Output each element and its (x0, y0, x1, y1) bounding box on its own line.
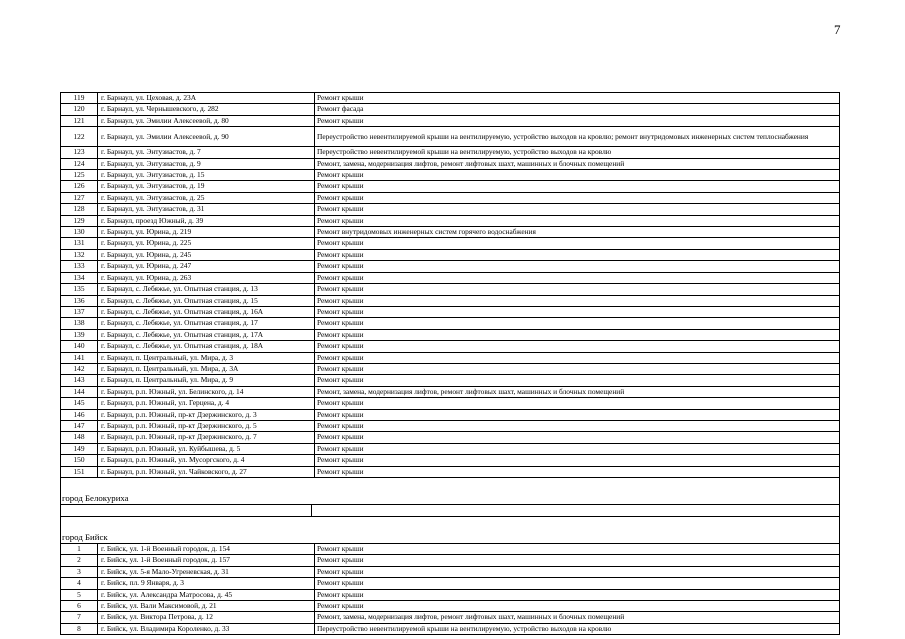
row-address: г. Барнаул, с. Лебяжье, ул. Опытная станция, д. 13 (98, 284, 315, 294)
table-row (61, 364, 839, 375)
row-number: 126 (61, 181, 98, 191)
table-row (61, 181, 839, 192)
table-row (61, 624, 839, 635)
row-work-type: Ремонт крыши (317, 306, 364, 316)
table-row (61, 104, 839, 115)
row-address: г. Бийск, ул. Виктора Петрова, д. 12 (98, 612, 315, 622)
row-work-type: Ремонт крыши (317, 420, 364, 430)
table-row (61, 432, 839, 443)
row-address: г. Бийск, пл. 9 Января, д. 3 (98, 578, 315, 588)
table-row (61, 444, 839, 455)
table-row (61, 590, 839, 601)
row-address: г. Барнаул, р.п. Южный, пр-кт Дзержинского, д. 7 (98, 432, 315, 442)
row-number: 151 (61, 467, 98, 477)
row-address: г. Барнаул, п. Центральный, ул. Мира, д. 3 (98, 353, 315, 363)
row-number: 138 (61, 318, 98, 328)
row-number: 125 (61, 170, 98, 180)
table-row (61, 216, 839, 227)
repair-table (60, 92, 840, 635)
row-work-type: Ремонт крыши (317, 204, 364, 214)
row-number: 121 (61, 116, 98, 126)
row-address: г. Барнаул, п. Центральный, ул. Мира, д. 9 (98, 375, 315, 385)
row-number: 122 (61, 127, 98, 146)
table-row (61, 341, 839, 352)
row-address: г. Барнаул, ул. Энтузиастов, д. 7 (98, 147, 315, 157)
table-row (61, 544, 839, 555)
row-number: 5 (61, 590, 98, 600)
row-number: 6 (61, 601, 98, 611)
table-row (61, 204, 839, 215)
row-number: 8 (61, 624, 98, 634)
row-address: г. Барнаул, с. Лебяжье, ул. Опытная станция, д. 18А (98, 341, 315, 351)
table-row (61, 159, 839, 170)
table-row (61, 147, 839, 158)
row-address: г. Барнаул, с. Лебяжье, ул. Опытная станция, д. 15 (98, 296, 315, 306)
row-number: 119 (61, 93, 98, 103)
row-address: г. Барнаул, р.п. Южный, ул. Мусоргского, д. 4 (98, 455, 315, 465)
table-row (61, 555, 839, 566)
row-number: 124 (61, 159, 98, 169)
table-row (61, 330, 839, 341)
table-row (61, 296, 839, 307)
row-address: г. Бийск, ул. Вали Максимовой, д. 21 (98, 601, 315, 611)
row-number: 150 (61, 455, 98, 465)
row-number: 123 (61, 147, 98, 157)
row-address: г. Бийск, ул. Александра Матросова, д. 45 (98, 590, 315, 600)
table-row (61, 284, 839, 295)
row-number: 127 (61, 193, 98, 203)
table-row (61, 467, 839, 478)
row-address: г. Барнаул, ул. Юрина, д. 219 (98, 227, 315, 237)
row-work-type: Ремонт крыши (317, 215, 364, 225)
row-work-type: Ремонт крыши (317, 352, 364, 362)
row-work-type: Ремонт крыши (317, 329, 364, 339)
table-row (61, 238, 839, 249)
row-work-type: Ремонт крыши (317, 566, 364, 576)
row-address: г. Барнаул, р.п. Южный, ул. Куйбышева, д. 5 (98, 444, 315, 454)
row-work-type: Ремонт крыши (317, 375, 364, 385)
row-work-type: Ремонт крыши (317, 443, 364, 453)
section-gap (60, 478, 840, 492)
row-number: 147 (61, 421, 98, 431)
table-row (61, 227, 839, 238)
table-row (61, 170, 839, 181)
row-work-type: Ремонт крыши (317, 272, 364, 282)
row-address: г. Барнаул, ул. Юрина, д. 245 (98, 250, 315, 260)
row-work-type: Переустройство невентилируемой крыши на вентилируемую, устройство выходов на кровлю; ремонт внутридомовых инженерных систем теплоснабжения (317, 132, 809, 142)
row-number: 130 (61, 227, 98, 237)
table-row (61, 578, 839, 589)
barnaul-table (60, 92, 840, 478)
row-work-type: Ремонт, замена, модернизация лифтов, ремонт лифтовых шахт, машинных и блочных помещений (317, 386, 625, 396)
row-address: г. Барнаул, р.п. Южный, ул. Чайковского, д. 27 (98, 467, 315, 477)
row-work-type: Ремонт фасада (317, 104, 364, 114)
table-row (61, 318, 839, 329)
row-number: 148 (61, 432, 98, 442)
row-address: г. Барнаул, проезд Южный, д. 39 (98, 216, 315, 226)
row-work-type: Переустройство невентилируемой крыши на вентилируемую, устройство выходов на кровлю (317, 623, 612, 633)
page-number: 7 (834, 22, 841, 37)
row-number: 144 (61, 387, 98, 397)
row-work-type: Ремонт крыши (317, 249, 364, 259)
row-address: г. Барнаул, с. Лебяжье, ул. Опытная станция, д. 16А (98, 307, 315, 317)
row-work-type: Ремонт крыши (317, 455, 364, 465)
row-work-type: Ремонт крыши (317, 261, 364, 271)
table-row (61, 261, 839, 272)
row-address: г. Барнаул, ул. Энтузиастов, д. 31 (98, 204, 315, 214)
row-number: 140 (61, 341, 98, 351)
row-number: 137 (61, 307, 98, 317)
row-address: г. Барнаул, п. Центральный, ул. Мира, д. 3А (98, 364, 315, 374)
row-work-type: Ремонт крыши (317, 318, 364, 328)
row-number: 4 (61, 578, 98, 588)
row-address: г. Барнаул, с. Лебяжье, ул. Опытная станция, д. 17 (98, 318, 315, 328)
row-work-type: Ремонт, замена, модернизация лифтов, ремонт лифтовых шахт, машинных и блочных помещений (317, 612, 625, 622)
row-number: 129 (61, 216, 98, 226)
table-row (61, 307, 839, 318)
row-work-type: Ремонт крыши (317, 601, 364, 611)
row-work-type: Ремонт крыши (317, 341, 364, 351)
row-work-type: Ремонт крыши (317, 170, 364, 180)
row-work-type: Ремонт крыши (317, 192, 364, 202)
city-heading-belokurikha: город Белокуриха (60, 492, 840, 505)
row-number: 132 (61, 250, 98, 260)
row-address: г. Бийск, ул. 5-я Мало-Угреневская, д. 31 (98, 567, 315, 577)
row-number: 1 (61, 544, 98, 554)
row-address: г. Барнаул, ул. Юрина, д. 247 (98, 261, 315, 271)
row-address: г. Бийск, ул. Владимира Короленко, д. 33 (98, 624, 315, 634)
row-address: г. Барнаул, ул. Энтузиастов, д. 15 (98, 170, 315, 180)
table-row (61, 398, 839, 409)
table-row (61, 116, 839, 127)
row-number: 141 (61, 353, 98, 363)
biysk-table (60, 544, 840, 635)
row-number: 7 (61, 612, 98, 622)
row-address: г. Барнаул, ул. Эмилии Алексеевой, д. 80 (98, 116, 315, 126)
row-address: г. Барнаул, ул. Энтузиастов, д. 9 (98, 159, 315, 169)
row-address: г. Барнаул, ул. Чернышевского, д. 282 (98, 104, 315, 114)
table-row (61, 601, 839, 612)
row-address: г. Барнаул, р.п. Южный, пр-кт Дзержинского, д. 5 (98, 421, 315, 431)
row-number: 128 (61, 204, 98, 214)
row-work-type: Ремонт крыши (317, 432, 364, 442)
row-address: г. Бийск, ул. 1-й Военный городок, д. 154 (98, 544, 315, 554)
row-number: 120 (61, 104, 98, 114)
table-row (61, 193, 839, 204)
row-number: 3 (61, 567, 98, 577)
row-number: 135 (61, 284, 98, 294)
row-address: г. Барнаул, ул. Цеховая, д. 23А (98, 93, 315, 103)
row-work-type: Ремонт крыши (317, 181, 364, 191)
row-number: 149 (61, 444, 98, 454)
row-address: г. Барнаул, ул. Юрина, д. 225 (98, 238, 315, 248)
row-work-type: Ремонт, замена, модернизация лифтов, ремонт лифтовых шахт, машинных и блочных помещений (317, 158, 625, 168)
city-heading-biysk: город Бийск (60, 531, 840, 544)
row-address: г. Барнаул, с. Лебяжье, ул. Опытная станция, д. 17А (98, 330, 315, 340)
row-number: 2 (61, 555, 98, 565)
row-work-type: Ремонт внутридомовых инженерных систем горячего водоснабжения (317, 227, 536, 237)
row-address: г. Барнаул, р.п. Южный, пр-кт Дзержинского, д. 3 (98, 410, 315, 420)
row-number: 145 (61, 398, 98, 408)
row-number: 143 (61, 375, 98, 385)
table-row (61, 567, 839, 578)
row-work-type: Ремонт крыши (317, 409, 364, 419)
table-row (61, 612, 839, 623)
row-work-type: Ремонт крыши (317, 555, 364, 565)
row-work-type: Переустройство невентилируемой крыши на вентилируемую, устройство выходов на кровлю (317, 147, 612, 157)
table-row (61, 93, 839, 104)
table-row (61, 375, 839, 386)
row-work-type: Ремонт крыши (317, 466, 364, 476)
row-work-type: Ремонт крыши (317, 284, 364, 294)
empty-row (60, 505, 840, 517)
row-work-type: Ремонт крыши (317, 544, 364, 553)
row-address: г. Бийск, ул. 1-й Военный городок, д. 157 (98, 555, 315, 565)
row-work-type: Ремонт крыши (317, 398, 364, 408)
row-number: 136 (61, 296, 98, 306)
row-address: г. Барнаул, ул. Энтузиастов, д. 19 (98, 181, 315, 191)
row-number: 142 (61, 364, 98, 374)
row-number: 133 (61, 261, 98, 271)
table-row (61, 387, 839, 398)
table-row (61, 273, 839, 284)
table-row (61, 250, 839, 261)
row-address: г. Барнаул, ул. Юрина, д. 263 (98, 273, 315, 283)
row-work-type: Ремонт крыши (317, 363, 364, 373)
row-number: 139 (61, 330, 98, 340)
row-work-type: Ремонт крыши (317, 238, 364, 248)
row-number: 146 (61, 410, 98, 420)
row-address: г. Барнаул, ул. Энтузиастов, д. 25 (98, 193, 315, 203)
row-work-type: Ремонт крыши (317, 589, 364, 599)
row-number: 131 (61, 238, 98, 248)
table-row (61, 353, 839, 364)
row-number: 134 (61, 273, 98, 283)
table-row (61, 410, 839, 421)
row-work-type: Ремонт крыши (317, 578, 364, 588)
row-work-type: Ремонт крыши (317, 93, 364, 102)
row-address: г. Барнаул, ул. Эмилии Алексеевой, д. 90 (98, 127, 315, 146)
table-row (61, 421, 839, 432)
row-work-type: Ремонт крыши (317, 295, 364, 305)
row-address: г. Барнаул, р.п. Южный, ул. Герцена, д. 4 (98, 398, 315, 408)
section-gap (60, 517, 840, 531)
table-row (61, 127, 839, 147)
table-row (61, 455, 839, 466)
row-address: г. Барнаул, р.п. Южный, ул. Белинского, д. 14 (98, 387, 315, 397)
row-work-type: Ремонт крыши (317, 115, 364, 125)
